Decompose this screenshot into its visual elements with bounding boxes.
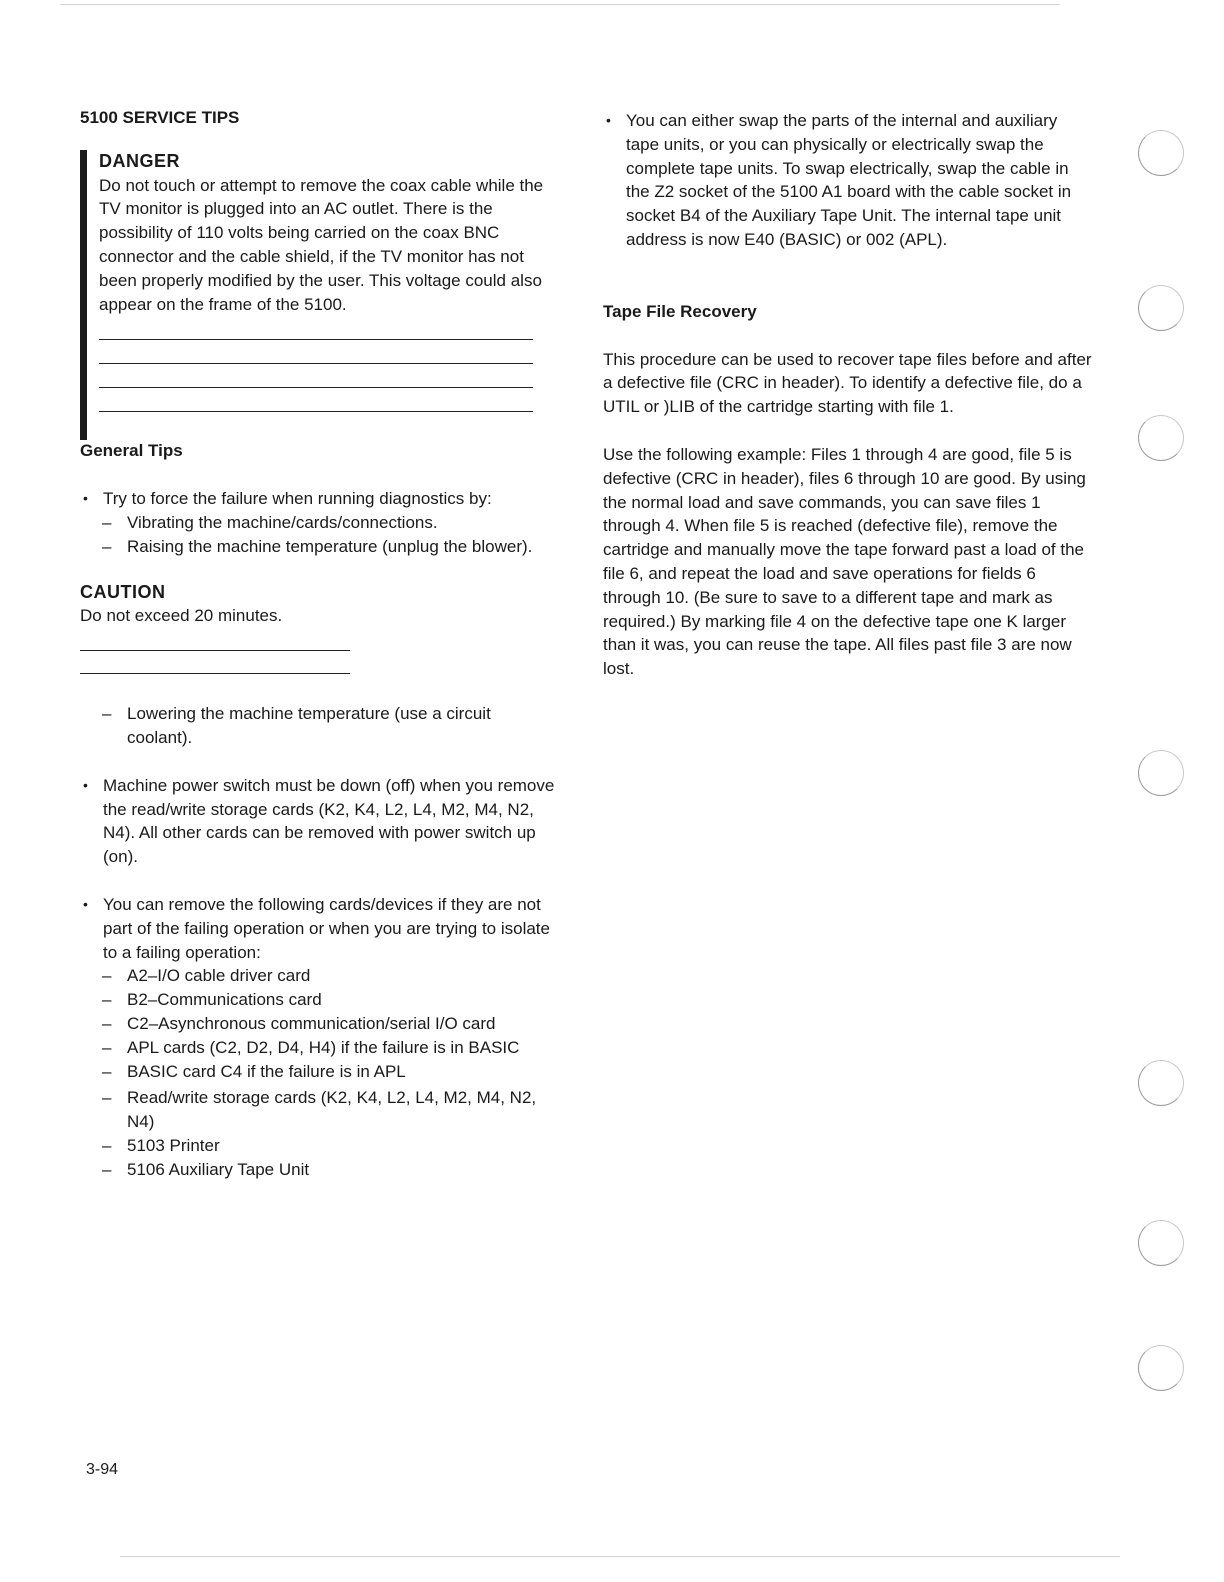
caution-note-lines	[80, 650, 555, 674]
list-item: – Raising the machine temperature (unplug the blower).	[80, 535, 555, 559]
list-item: – C2–Asynchronous communication/serial I/O card	[80, 1012, 555, 1036]
binder-hole	[1138, 750, 1184, 796]
danger-notice	[80, 150, 555, 413]
list-item: – B2–Communications card	[80, 988, 555, 1012]
general-tips-heading: General Tips	[80, 441, 183, 461]
list-item	[80, 893, 555, 964]
list-item: – APL cards (C2, D2, D4, H4) if the failure is in BASIC	[80, 1036, 555, 1060]
binder-hole	[1138, 1220, 1184, 1266]
caution-text: Do not exceed 20 minutes.	[80, 606, 283, 626]
note-line	[80, 673, 350, 674]
general-tips-list	[80, 487, 555, 511]
scan-edge-top	[60, 4, 1060, 5]
recovery-paragraph-2: Use the following example: Files 1 through 4 are good, file 5 is defective (CRC in header), files 6 through 10 are good. By using the normal load and save commands, you can save files 1 through 4. When file 5 is reached (defective file), remove the cartridge and manually move the tape forward past a load of the file 6, and repeat the load and save operations for fields 6 through 10. (Be sure to save to a different tape and mark as required.) By marking file 4 on the defective tape one K larger than it was, you can reuse the tape. All files past file 3 are now lost.	[603, 444, 1086, 679]
right-column	[603, 109, 1093, 681]
list-item: – Lowering the machine temperature (use a circuit coolant).	[80, 702, 555, 750]
danger-text: Do not touch or attempt to remove the coax cable while the TV monitor is plugged into an AC outlet. There is the possibility of 110 volts being carried on the coax BNC connector and the cable shield, if the TV monitor has not been properly modified by the user. This voltage could also appear on the frame of the 5100.	[99, 175, 544, 314]
tape-file-recovery-heading: Tape File Recovery	[603, 301, 757, 321]
binder-hole	[1138, 415, 1184, 461]
note-line	[99, 363, 533, 364]
note-line	[99, 411, 533, 412]
page-number: 3-94	[86, 1461, 119, 1478]
note-line	[99, 387, 533, 388]
note-line	[80, 650, 350, 651]
recovery-paragraph-1: This procedure can be used to recover tape files before and after a defective file (CRC in header). To identify a defective file, do a UTIL or )LIB of the cartridge starting with file 1.	[603, 349, 1092, 417]
removable-cards-sublist	[80, 964, 555, 1181]
removable-cards-list	[80, 893, 555, 964]
scan-edge-bottom	[120, 1556, 1120, 1557]
binder-hole	[1138, 1060, 1184, 1106]
force-failure-list-cont	[80, 702, 555, 750]
list-item: – Read/write storage cards (K2, K4, L2, L4, M2, M4, N2, N4)	[80, 1086, 555, 1134]
swap-tape-list	[603, 109, 1093, 252]
bullet-text: Try to force the failure when running diagnostics by:	[103, 489, 492, 509]
bullet-text: You can remove the following cards/devices if they are not part of the failing operation or when you are trying to isolate to a failing operation:	[103, 894, 550, 962]
page-title: 5100 SERVICE TIPS	[80, 108, 240, 127]
binder-hole	[1138, 285, 1184, 331]
note-line	[99, 339, 533, 340]
list-item: – Vibrating the machine/cards/connections.	[80, 511, 555, 535]
binder-hole	[1138, 130, 1184, 176]
power-switch-list	[80, 774, 555, 869]
binder-hole	[1138, 1345, 1184, 1391]
danger-bar	[80, 150, 87, 440]
danger-note-lines	[99, 339, 555, 412]
caution-heading: CAUTION	[80, 581, 166, 602]
list-item: – A2–I/O cable driver card	[80, 964, 555, 988]
left-column	[80, 106, 555, 1182]
list-item: – BASIC card C4 if the failure is in APL	[80, 1060, 555, 1084]
force-failure-list	[80, 511, 555, 559]
list-item: • Machine power switch must be down (off) when you remove the read/write storage cards (K2, K4, L2, L4, M2, M4, N2, N4). All other cards can be removed with power switch up (on).	[80, 774, 555, 869]
list-item: • You can either swap the parts of the internal and auxiliary tape units, or you can physically or electrically swap the complete tape units. To swap electrically, swap the cable in the Z2 socket of the 5100 A1 board with the cable socket in socket B4 of the Auxiliary Tape Unit. The internal tape unit address is now E40 (BASIC) or 002 (APL).	[603, 109, 1093, 252]
list-item	[80, 487, 555, 511]
list-item: – 5106 Auxiliary Tape Unit	[80, 1158, 555, 1182]
danger-heading: DANGER	[99, 150, 181, 171]
list-item: – 5103 Printer	[80, 1134, 555, 1158]
